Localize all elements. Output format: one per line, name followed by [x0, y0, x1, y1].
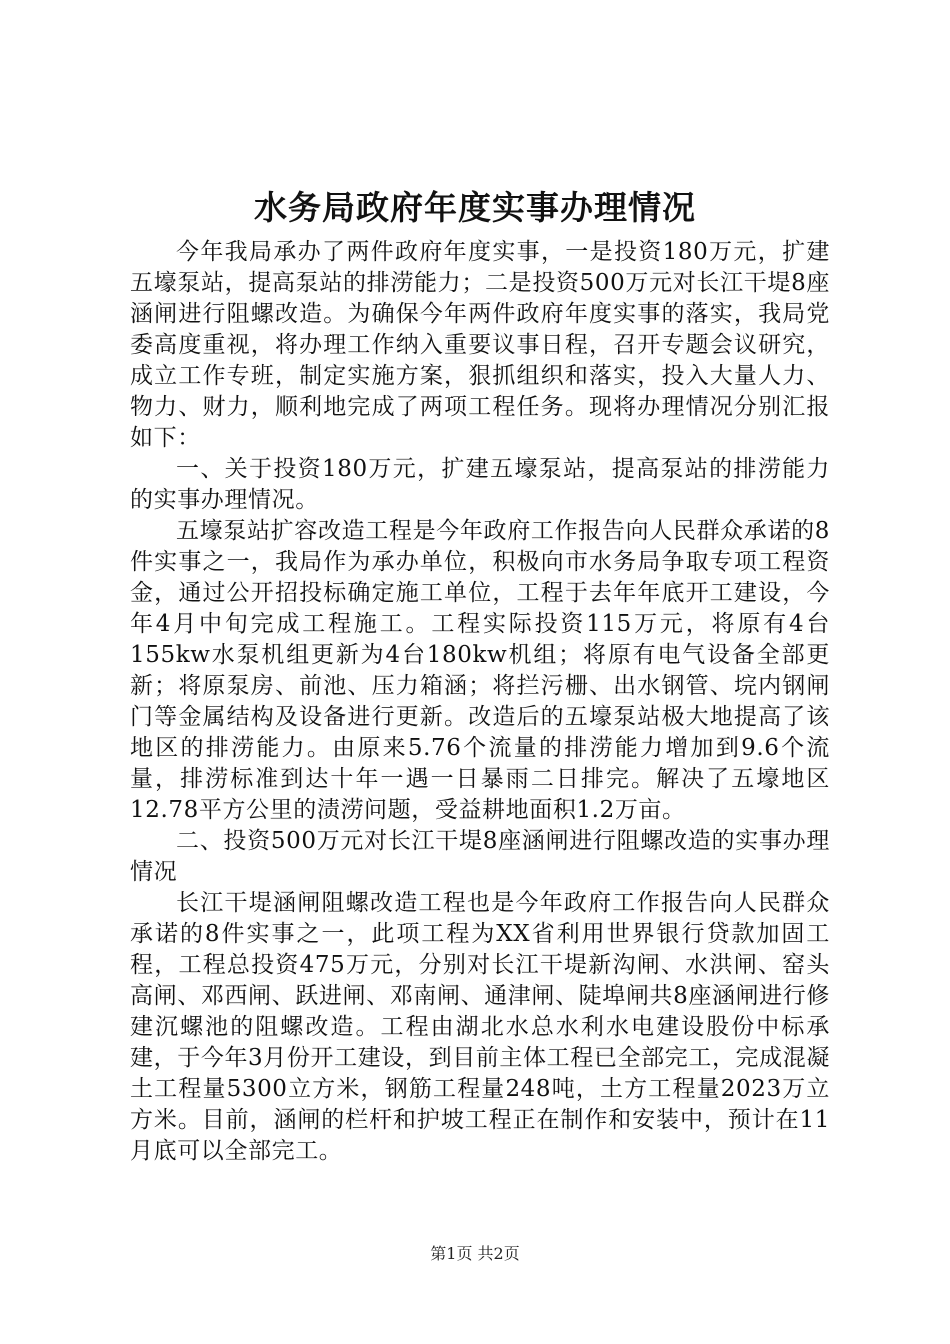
section-one-heading: 一、关于投资180万元，扩建五壕泵站，提高泵站的排涝能力的实事办理情况。 [130, 456, 830, 513]
section-two-heading: 二、投资500万元对长江干堤8座涵闸进行阻螺改造的实事办理情况 [130, 828, 830, 885]
section-one-paragraph: 五壕泵站扩容改造工程是今年政府工作报告向人民群众承诺的8件实事之一，我局作为承办单位，积极向市水务局争取专项工程资金，通过公开招投标确定施工单位，工程于去年年底开工建设，今年4月中旬完成工程施工。工程实际投资115万元，将原有4台155kw水泵机组更新为4台180kw机组；将原有电气设备全部更新；将原泵房、前池、压力箱涵；将拦污栅、出水钢管、垸内钢闸门等金属结构及设备进行更新。改造后的五壕泵站极大地提高了该地区的排涝能力。由原来5.76个流量的排涝能力增加到9.6个流量，排涝标准到达十年一遇一日暴雨二日排完。解决了五壕地区12.78平方公里的渍涝问题，受益耕地面积1.2万亩。 [130, 518, 830, 823]
document-body [130, 237, 830, 1167]
document-title: 水务局政府年度实事办理情况 [254, 188, 696, 227]
intro-paragraph: 今年我局承办了两件政府年度实事，一是投资180万元，扩建五壕泵站，提高泵站的排涝能力；二是投资500万元对长江干堤8座涵闸进行阻螺改造。为确保今年两件政府年度实事的落实，我局党委高度重视，将办理工作纳入重要议事日程，召开专题会议研究，成立工作专班，制定实施方案，狠抓组织和落实，投入大量人力、物力、财力，顺利地完成了两项工程任务。现将办理情况分别汇报如下： [130, 239, 830, 451]
page-number-footer: 第1页 共2页 [430, 1244, 520, 1263]
section-two-paragraph: 长江干堤涵闸阻螺改造工程也是今年政府工作报告向人民群众承诺的8件实事之一，此项工程为XX省利用世界银行贷款加固工程，工程总投资475万元，分别对长江干堤新沟闸、水洪闸、窑头高闸、邓西闸、跃进闸、邓南闸、通津闸、陡埠闸共8座涵闸进行修建沉螺池的阻螺改造。工程由湖北水总水利水电建设股份中标承建，于今年3月份开工建设，到目前主体工程已全部完工，完成混凝土工程量5300立方米，钢筋工程量248吨，土方工程量2023万立方米。目前，涵闸的栏杆和护坡工程正在制作和安装中，预计在11月底可以全部完工。 [130, 890, 830, 1164]
